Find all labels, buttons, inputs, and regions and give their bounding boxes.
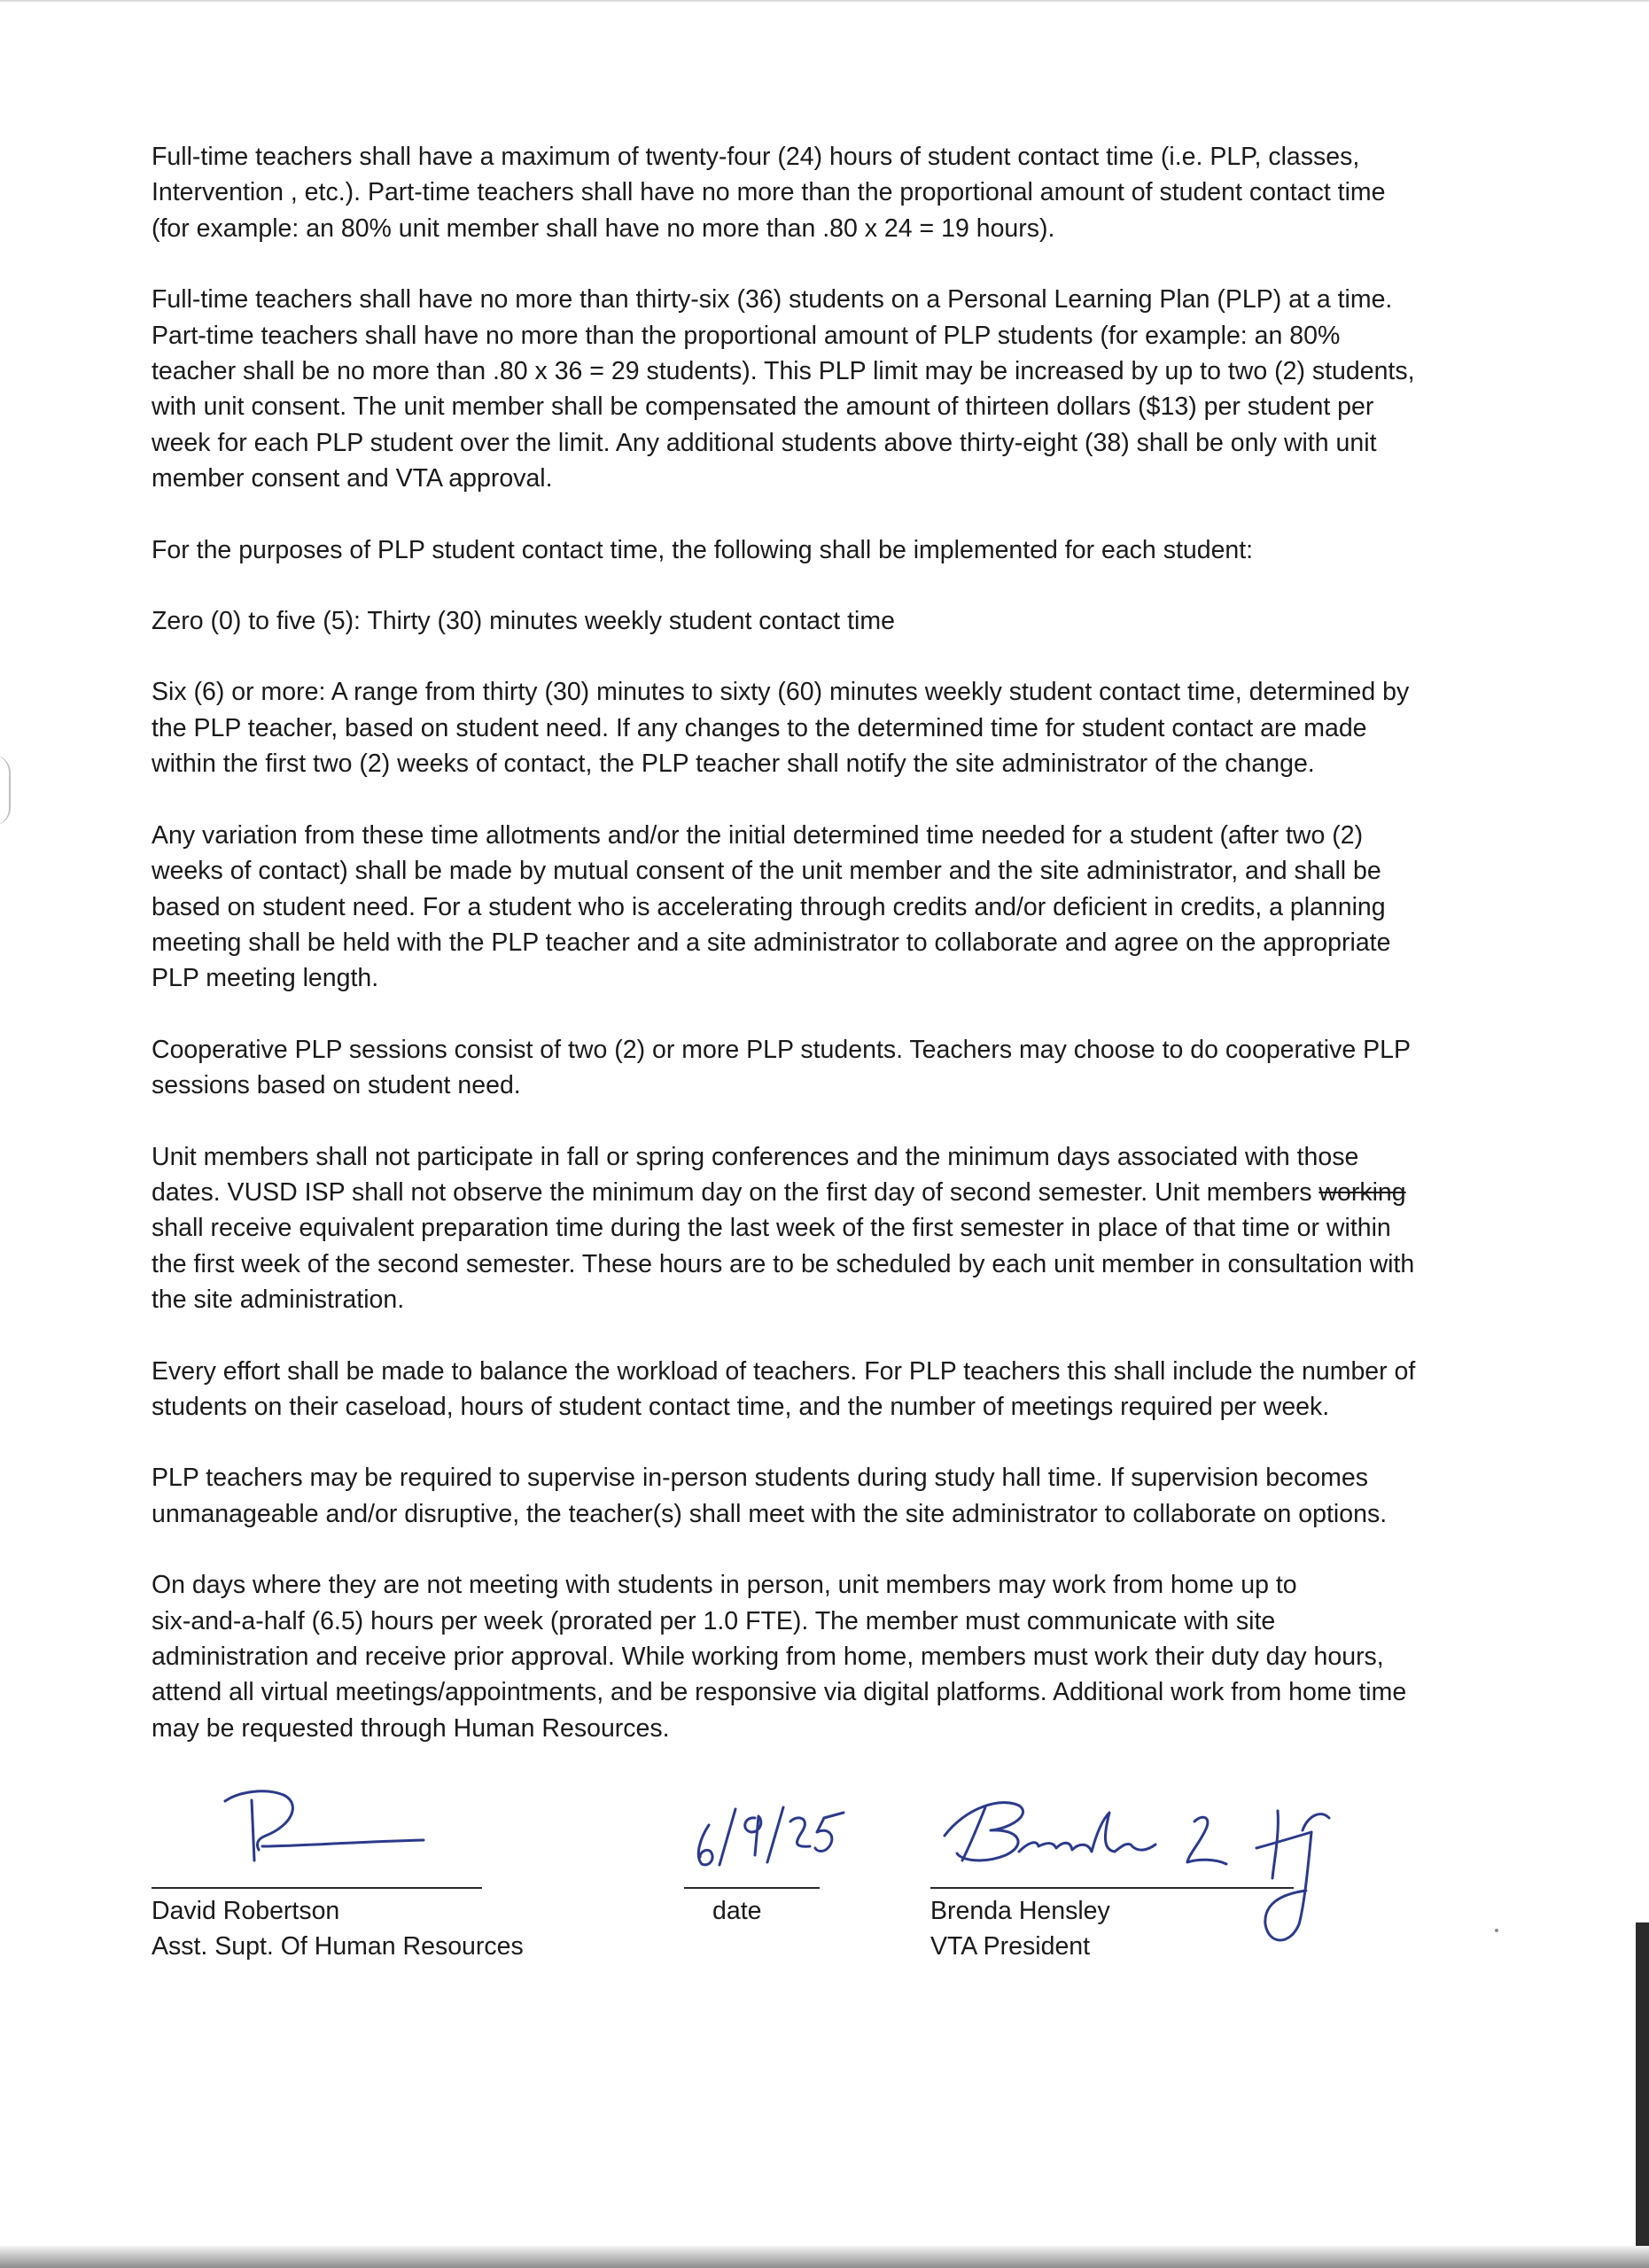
text-line: the site administration. [152, 1285, 405, 1315]
text-line: On days where they are not meeting with students in person, unit members may work from home up to [152, 1571, 1297, 1600]
text-line: Full-time teachers shall have no more than thirty-six (36) students on a Personal Learning Plan (PLP) at a time. [152, 285, 1393, 315]
text-line: with unit consent. The unit member shall be compensated the amount of thirteen dollars ($13) per student per [152, 392, 1374, 422]
text-line: meeting shall be held with the PLP teacher and a site administrator to collaborate and agree on the appropriate [152, 928, 1391, 957]
text-line: Zero (0) to five (5): Thirty (30) minutes weekly student contact time [152, 607, 895, 636]
struck-word: working [1318, 1177, 1406, 1207]
text-line: Every effort shall be made to balance the workload of teachers. For PLP teachers this shall include the number of [152, 1356, 1416, 1386]
text-line: Full-time teachers shall have a maximum of twenty-four (24) hours of student contact time (i.e. PLP, classes, [152, 143, 1360, 171]
text-line: PLP meeting length. [152, 964, 379, 993]
text-line: unmanageable and/or disruptive, the teacher(s) shall meet with the site administrator to collaborate on options. [152, 1499, 1388, 1528]
text-line: For the purposes of PLP student contact time, the following shall be implemented for each student: [152, 535, 1254, 564]
signature-line-left [152, 1887, 482, 1889]
scan-bottom-edge [0, 2246, 1649, 2268]
handwritten-date [698, 1807, 844, 1865]
date-label: date [712, 1897, 762, 1925]
signatory-name-left: David Robertson [152, 1897, 340, 1925]
text-line: (for example: an 80% unit member shall have no more than .80 x 24 = 19 hours). [152, 214, 1055, 243]
signature-line-right [930, 1887, 1294, 1889]
text-line: teacher shall be no more than .80 x 36 = 29 students). This PLP limit may be increased by up to two (2) students, [152, 357, 1415, 386]
signature-david-robertson [225, 1791, 424, 1860]
text-line: Unit members shall not participate in fall or spring conferences and the minimum days associated with those [152, 1142, 1359, 1171]
text-line: week for each PLP student over the limit. Any additional students above thirty-eight (38) shall be only with unit [152, 428, 1377, 457]
text-line: the PLP teacher, based on student need. If any changes to the determined time for student contact are made [152, 713, 1367, 742]
text-line: Any variation from these time allotments and/or the initial determined time needed for a student (after two (2) [152, 820, 1364, 850]
text-line: based on student need. For a student who is accelerating through credits and/or deficient in credits, a planning [152, 892, 1386, 921]
scan-right-edge [1636, 1922, 1649, 2250]
text-fragment: dates. VUSD ISP shall not observe the minimum day on the first day of second semester. Unit members [152, 1177, 1319, 1207]
signatory-name-right: Brenda Hensley [930, 1897, 1110, 1925]
text-line: weeks of contact) shall be made by mutual consent of the unit member and the site administrator, and shall be [152, 857, 1381, 886]
signatory-title-right: VTA President [930, 1932, 1091, 1961]
text-line: Intervention , etc.). Part-time teachers shall have no more than the proportional amount of student contact time [152, 178, 1386, 207]
text-line: shall receive equivalent preparation time during the last week of the first semester in place of that time or within [152, 1214, 1391, 1243]
text-line: Six (6) or more: A range from thirty (30) minutes to sixty (60) minutes weekly student contact time, determined by [152, 678, 1410, 707]
signatory-title-left: Asst. Supt. Of Human Resources [152, 1932, 524, 1961]
text-line: PLP teachers may be required to supervise in-person students during study hall time. If supervision becomes [152, 1464, 1368, 1493]
signature-line-date [684, 1887, 820, 1889]
text-line: may be requested through Human Resources. [152, 1713, 670, 1743]
text-line: Part-time teachers shall have no more than the proportional amount of PLP students (for example: an 80% [152, 321, 1341, 350]
text-line: administration and receive prior approval. While working from home, members must work their duty day hours, [152, 1643, 1384, 1671]
text-line: sessions based on student need. [152, 1071, 521, 1100]
text-line: the first week of the second semester. These hours are to be scheduled by each unit member in consultation with [152, 1249, 1415, 1278]
text-line: member consent and VTA approval. [152, 464, 553, 493]
text-line: Cooperative PLP sessions consist of two (2) or more PLP students. Teachers may choose to do cooperative PLP [152, 1035, 1412, 1064]
text-line: attend all virtual meetings/appointments, and be responsive via digital platforms. Additional work from home time [152, 1678, 1407, 1707]
text-line: students on their caseload, hours of student contact time, and the number of meetings required per week. [152, 1392, 1330, 1421]
text-line: within the first two (2) weeks of contact, the PLP teacher shall notify the site administrator of the change. [152, 750, 1315, 779]
text-line: six-and-a-half (6.5) hours per week (prorated per 1.0 FTE). The member must communicate with site [152, 1606, 1276, 1635]
